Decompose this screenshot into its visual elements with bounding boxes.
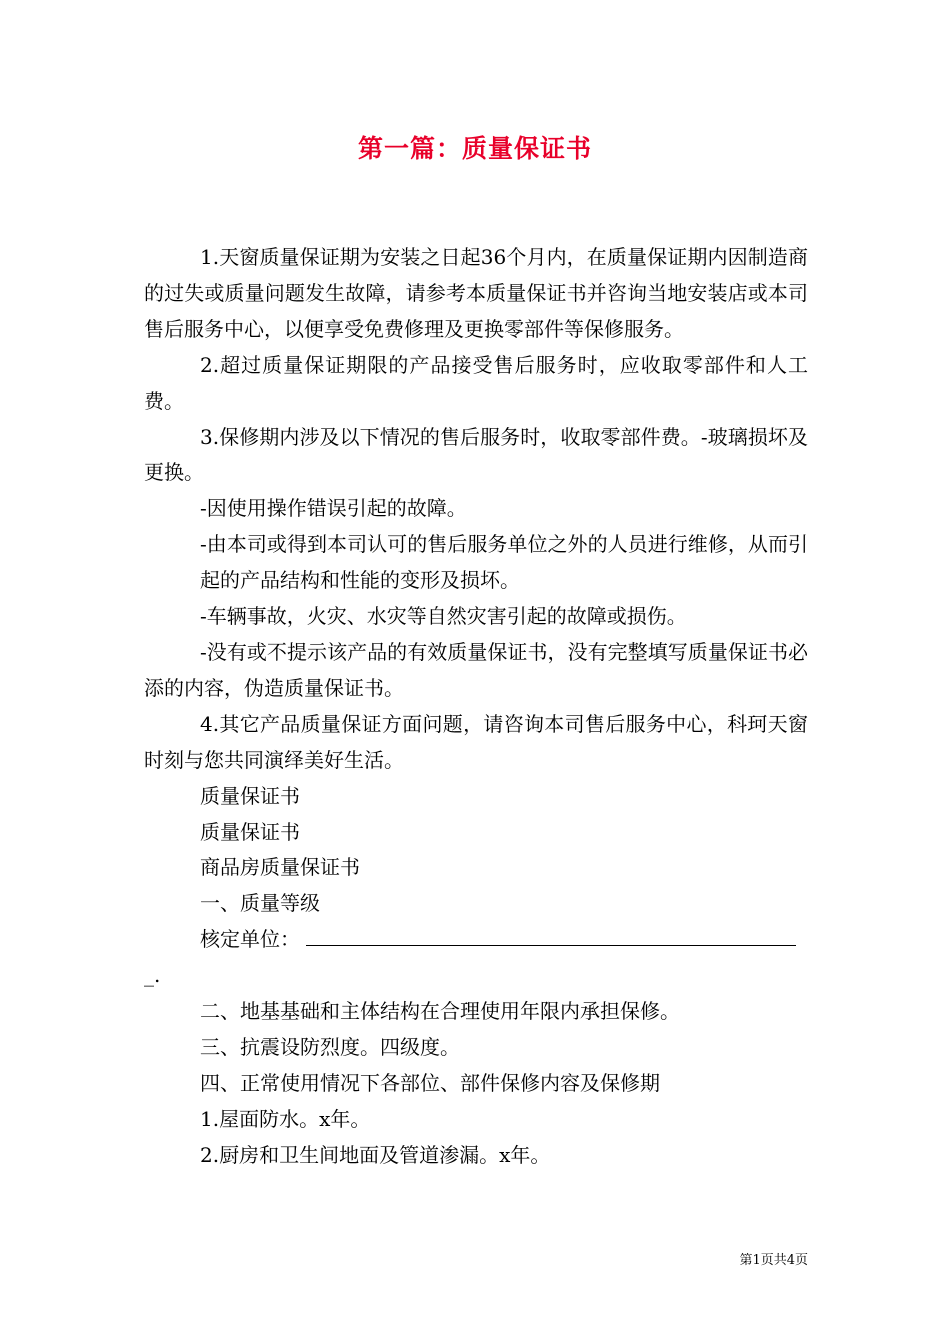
paragraph-operation-error: -因使用操作错误引起的故障。: [200, 496, 467, 521]
heading-quality-certificate-1: 质量保证书: [200, 783, 300, 808]
heading-housing-certificate: 商品房质量保证书: [200, 855, 360, 880]
item-roof-waterproof: 1.屋面防水。x年。: [200, 1106, 371, 1131]
rating-unit-tail: _.: [144, 963, 161, 988]
paragraph-other-issues: 4.其它产品质量保证方面问题，请咨询本司售后服务中心，科珂天窗时刻与您共同演绎美好生活。: [144, 711, 808, 772]
paragraph-unauthorized-repair: -由本司或得到本司认可的售后服务单位之外的人员进行维修，从而引起的产品结构和性能的变形及损坏。: [200, 532, 808, 593]
item-kitchen-bathroom: 2.厨房和卫生间地面及管道渗漏。x年。: [200, 1142, 551, 1167]
page-footer: 第1页共4页: [739, 1253, 808, 1268]
section-foundation: 二、地基基础和主体结构在合理使用年限内承担保修。: [200, 999, 680, 1024]
rating-unit-label: 核定单位：: [200, 927, 300, 952]
document-title: 第一篇：质量保证书: [357, 134, 592, 163]
paragraph-accidents: -车辆事故，火灾、水灾等自然灾害引起的故障或损伤。: [200, 604, 687, 629]
paragraph-missing-certificate: -没有或不提示该产品的有效质量保证书，没有完整填写质量保证书必添的内容，伪造质量保证书。: [144, 639, 808, 700]
paragraph-parts-fee: 3.保修期内涉及以下情况的售后服务时，收取零部件费。-玻璃损坏及更换。: [144, 424, 808, 485]
heading-quality-certificate-2: 质量保证书: [200, 819, 300, 844]
document-body: [144, 240, 808, 1174]
rating-unit-line: [144, 922, 808, 958]
section-seismic: 三、抗震设防烈度。四级度。: [200, 1034, 460, 1059]
paragraph-expired-warranty: 2.超过质量保证期限的产品接受售后服务时，应收取零部件和人工费。: [144, 352, 808, 413]
rating-unit-blank: [306, 925, 796, 946]
section-warranty-items: 四、正常使用情况下各部位、部件保修内容及保修期: [200, 1070, 660, 1095]
section-quality-grade: 一、质量等级: [200, 891, 320, 916]
paragraph-warranty-period: 1.天窗质量保证期为安装之日起36个月内，在质量保证期内因制造商的过失或质量问题发生故障，请参考本质量保证书并咨询当地安装店或本司售后服务中心，以便享受免费修理及更换零部件等保修服务。: [144, 245, 808, 341]
